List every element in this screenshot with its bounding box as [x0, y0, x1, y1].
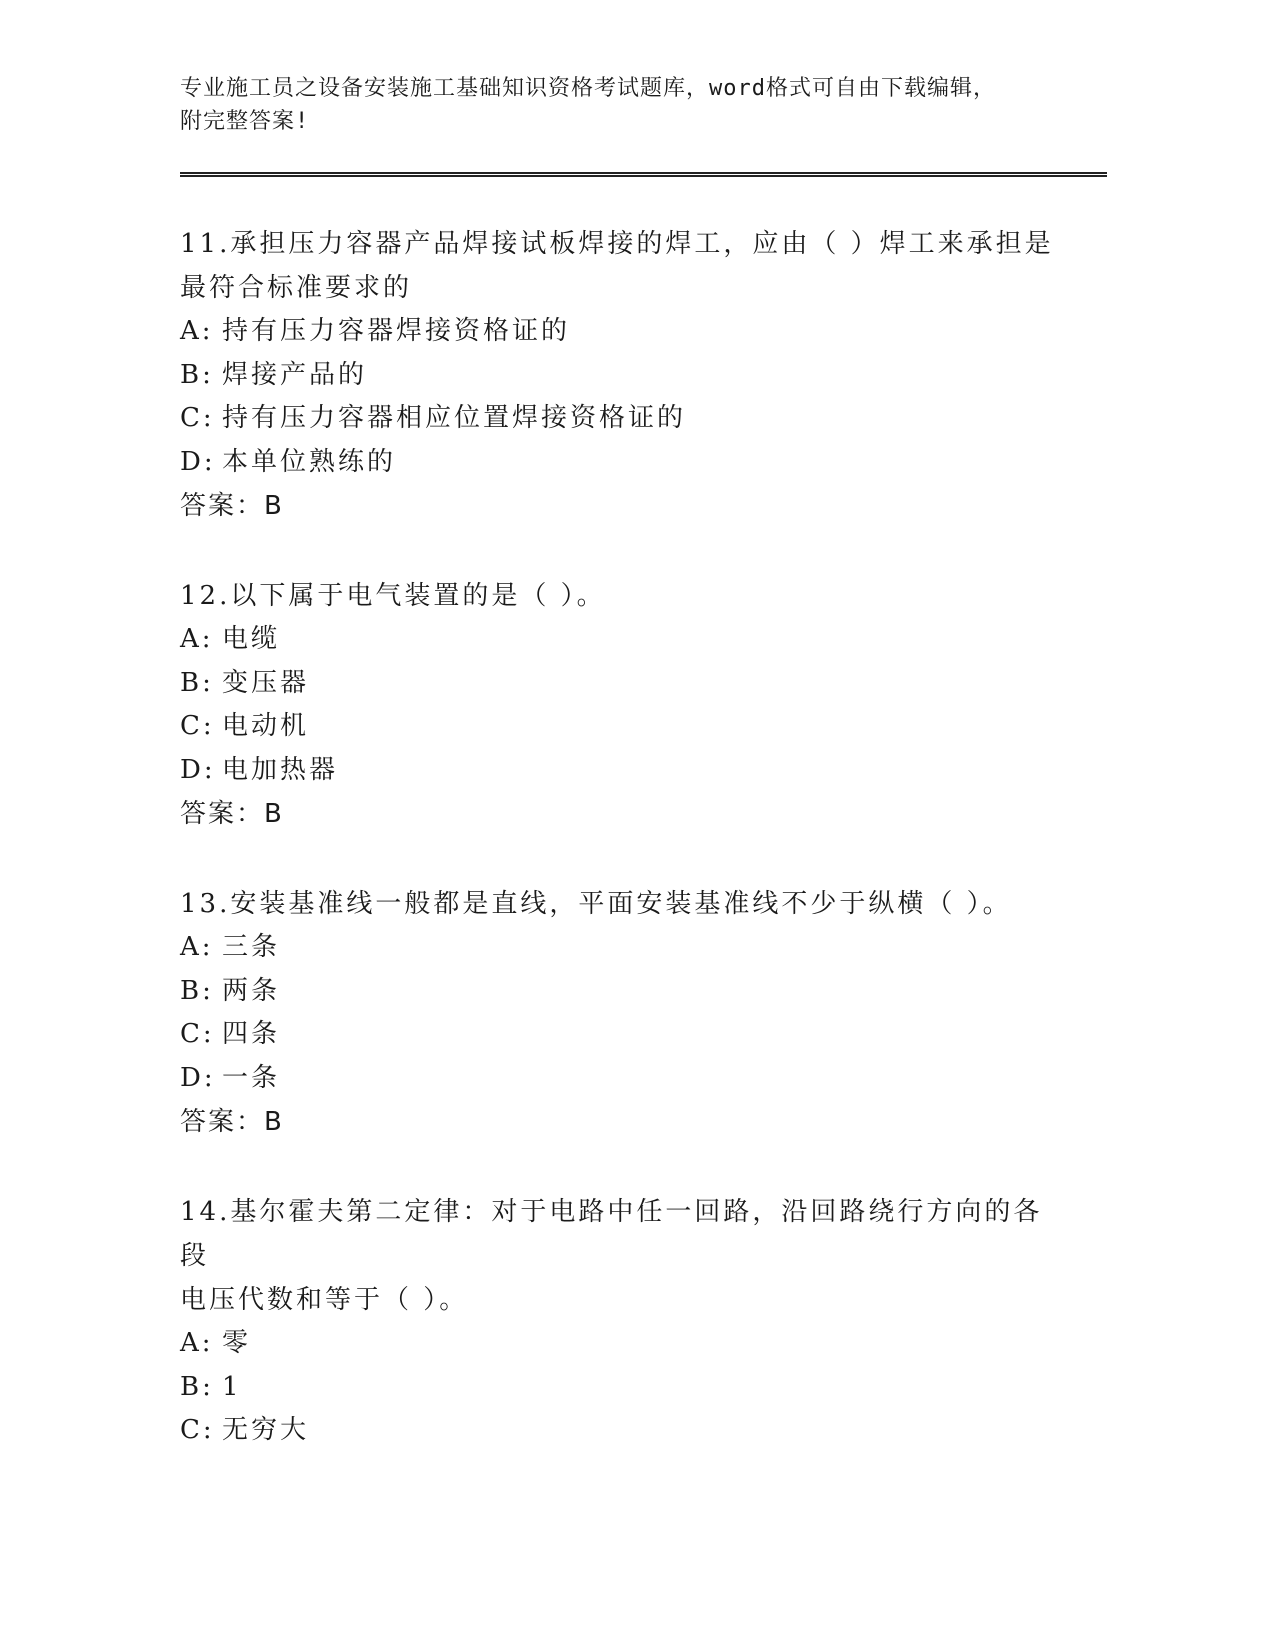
option-d: [180, 1057, 1060, 1101]
option-letter: B:: [180, 975, 214, 1006]
option-text: 电加热器: [222, 754, 339, 785]
answer-line: 答案：B: [180, 799, 284, 829]
option-a: [180, 926, 1060, 970]
answer-line: 答案：B: [180, 491, 284, 521]
document-header: [180, 72, 1060, 138]
question-stem-line: 11.承担压力容器产品焊接试板焊接的焊工，应由（ ）焊工来承担是: [180, 229, 1054, 259]
question-list: [180, 222, 1060, 1499]
option-c: [180, 397, 1060, 441]
option-letter: D:: [180, 1062, 216, 1093]
option-text: 两条: [222, 975, 281, 1006]
option-text: 持有压力容器相应位置焊接资格证的: [222, 403, 687, 433]
option-letter: D:: [180, 446, 216, 477]
option-a: [180, 1322, 1060, 1366]
question-stem-line: 12.以下属于电气装置的是（ ）。: [180, 581, 606, 611]
header-line-2: 附完整答案!: [180, 109, 310, 134]
option-text: 三条: [222, 932, 281, 962]
option-letter: A:: [180, 932, 214, 962]
question-12: [180, 574, 1060, 836]
question-stem-line: 最符合标准要求的: [180, 273, 413, 303]
option-text: 1: [222, 1371, 242, 1402]
option-text: 本单位熟练的: [222, 446, 397, 477]
question-11: [180, 222, 1060, 528]
option-c: [180, 1013, 1060, 1057]
header-divider: [180, 172, 1107, 177]
question-13: [180, 882, 1060, 1144]
option-b: [180, 354, 1060, 398]
question-stem: [180, 1190, 1060, 1322]
option-letter: B:: [180, 667, 214, 698]
option-text: 零: [222, 1328, 252, 1358]
option-letter: B:: [180, 359, 214, 390]
option-b: [180, 1366, 1060, 1410]
option-b: [180, 662, 1060, 706]
question-stem-line: 电压代数和等于（ ）。: [180, 1285, 469, 1315]
option-b: [180, 970, 1060, 1014]
question-14: [180, 1190, 1060, 1453]
option-text: 焊接产品的: [222, 359, 368, 390]
option-a: [180, 618, 1060, 662]
question-stem: [180, 222, 1060, 310]
option-letter: C:: [180, 403, 215, 433]
option-text: 持有压力容器焊接资格证的: [222, 316, 571, 346]
option-d: [180, 749, 1060, 793]
option-letter: C:: [180, 711, 215, 741]
option-letter: A:: [180, 1328, 214, 1358]
option-text: 一条: [222, 1062, 281, 1093]
header-line-1: 专业施工员之设备安装施工基础知识资格考试题库，word格式可自由下载编辑，: [180, 76, 996, 101]
option-text: 四条: [222, 1019, 281, 1049]
option-text: 电缆: [222, 624, 281, 654]
option-letter: A:: [180, 624, 214, 654]
option-letter: C:: [180, 1415, 215, 1445]
option-c: [180, 1409, 1060, 1453]
question-stem-line: 13.安装基准线一般都是直线，平面安装基准线不少于纵横（ ）。: [180, 889, 1012, 919]
question-stem: [180, 882, 1060, 926]
question-stem-line: 14.基尔霍夫第二定律：对于电路中任一回路，沿回路绕行方向的各段: [180, 1197, 1043, 1271]
option-text: 无穷大: [222, 1415, 310, 1445]
option-a: [180, 310, 1060, 354]
option-letter: B:: [180, 1371, 214, 1402]
option-letter: A:: [180, 316, 214, 346]
option-text: 电动机: [222, 711, 310, 741]
option-d: [180, 441, 1060, 485]
option-text: 变压器: [222, 667, 310, 698]
option-letter: C:: [180, 1019, 215, 1049]
option-letter: D:: [180, 754, 216, 785]
question-stem: [180, 574, 1060, 618]
option-c: [180, 705, 1060, 749]
answer-line: 答案：B: [180, 1107, 284, 1137]
